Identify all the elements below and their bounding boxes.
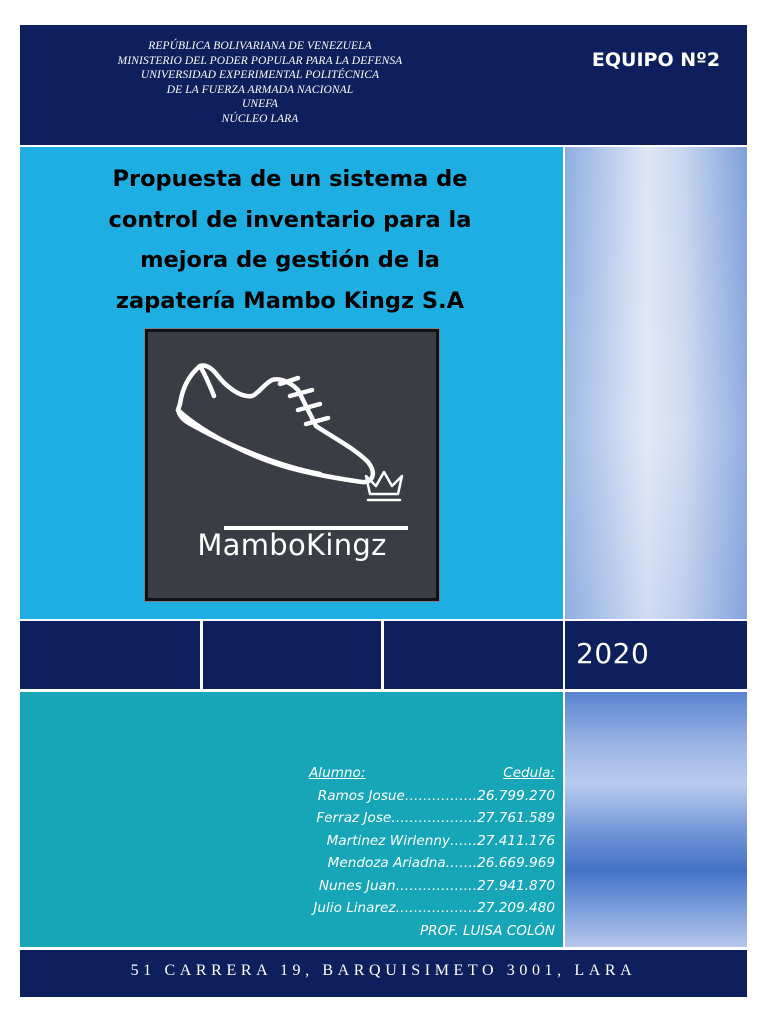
student-row: Ramos Josue…………….26.799.270 [317,787,555,804]
address-footer [20,950,747,997]
band-cell [203,621,381,689]
roster-header-student: Alumno: [309,765,366,781]
student-row: Ferraz Jose……………….27.761.589 [316,810,555,826]
roster-header [255,762,555,785]
title-line: zapatería Mambo Kingz S.A [115,287,465,314]
year-cell [565,621,747,689]
document-title [40,159,540,321]
decorative-gradient-panel [565,147,747,619]
band-cell [384,621,563,689]
professor-name: PROF. LUISA COLÓN [419,922,555,939]
roster-header-id: Cedula: [503,765,555,781]
institution-text [20,39,500,127]
student-row: Mendoza Ariadna…….26.669.969 [327,855,555,871]
students-panel [20,692,563,947]
student-row: Nunes Juan………………27.941.870 [318,877,555,894]
team-header [565,25,747,145]
institution-header [20,25,565,145]
institution-line: REPÚBLICA BOLIVARIANA DE VENEZUELA [148,40,372,52]
institution-line: MINISTERIO DEL PODER POPULAR PARA LA DEFENSA [117,54,403,67]
brand-name: MamboKingz [197,528,387,562]
title-line: control de inventario para la [108,206,472,233]
institution-line: NÚCLEO LARA [221,112,299,125]
title-line: Propuesta de un sistema de [112,166,468,192]
institution-line: UNIVERSIDAD EXPERIMENTAL POLITÉCNICA [140,69,380,82]
institution-line: DE LA FUERZA ARMADA NACIONAL [166,83,354,96]
cover-page [20,25,747,997]
brand-logo [145,329,439,601]
title-panel [20,147,563,619]
student-roster [255,762,555,942]
student-row: Julio Linarez………………27.209.480 [313,900,555,916]
title-line: mejora de gestión de la [140,247,440,273]
decorative-gradient-panel [565,692,747,947]
year-label: 2020 [576,637,650,670]
student-row: Martinez Wirlenny……27.411.176 [326,832,555,849]
team-label: EQUIPO Nº2 [591,49,721,71]
band-cell [20,621,200,689]
address-text: 51 CARRERA 19, BARQUISIMETO 3001, LARA [130,962,637,979]
institution-line: UNEFA [241,98,279,111]
